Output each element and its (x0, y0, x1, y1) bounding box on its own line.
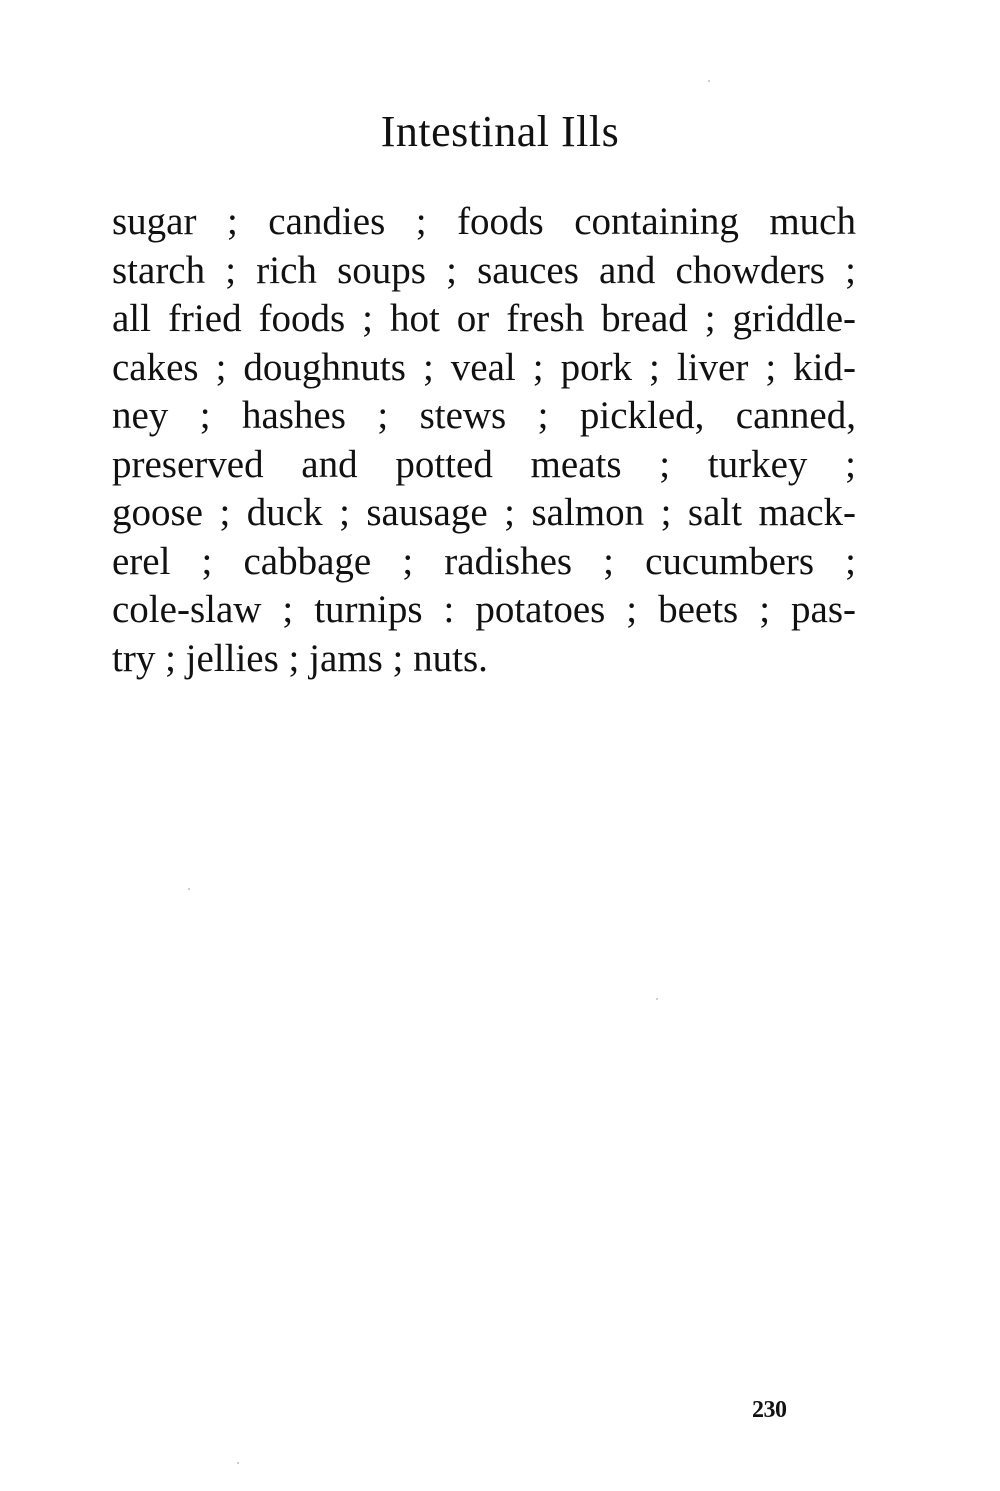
text-line: cakes ; doughnuts ; veal ; pork ; liver ; kid- (112, 345, 856, 389)
text-line: try ; jellies ; jams ; nuts. (112, 636, 488, 680)
scan-speck (708, 80, 710, 82)
text-line: erel ; cabbage ; radishes ; cucumbers ; (112, 539, 856, 583)
scan-speck (237, 1462, 239, 1464)
running-title: Intestinal Ills (380, 107, 620, 156)
text-line: all fried foods ; hot or fresh bread ; griddle- (112, 297, 856, 340)
scan-speck (656, 998, 658, 1000)
text-line: cole-slaw ; turnips : potatoes ; beets ; pas- (112, 588, 856, 631)
text-line: starch ; rich soups ; sauces and chowders ; (112, 248, 856, 292)
body-paragraph (112, 198, 856, 683)
text-line: preserved and potted meats ; turkey ; (112, 442, 856, 486)
page-number: 230 (752, 1397, 787, 1423)
text-line: ney ; hashes ; stews ; pickled, canned, (112, 394, 856, 437)
text-line: goose ; duck ; sausage ; salmon ; salt mack- (112, 491, 856, 534)
text-line: sugar ; candies ; foods containing much (112, 200, 856, 243)
scan-speck (188, 888, 190, 890)
